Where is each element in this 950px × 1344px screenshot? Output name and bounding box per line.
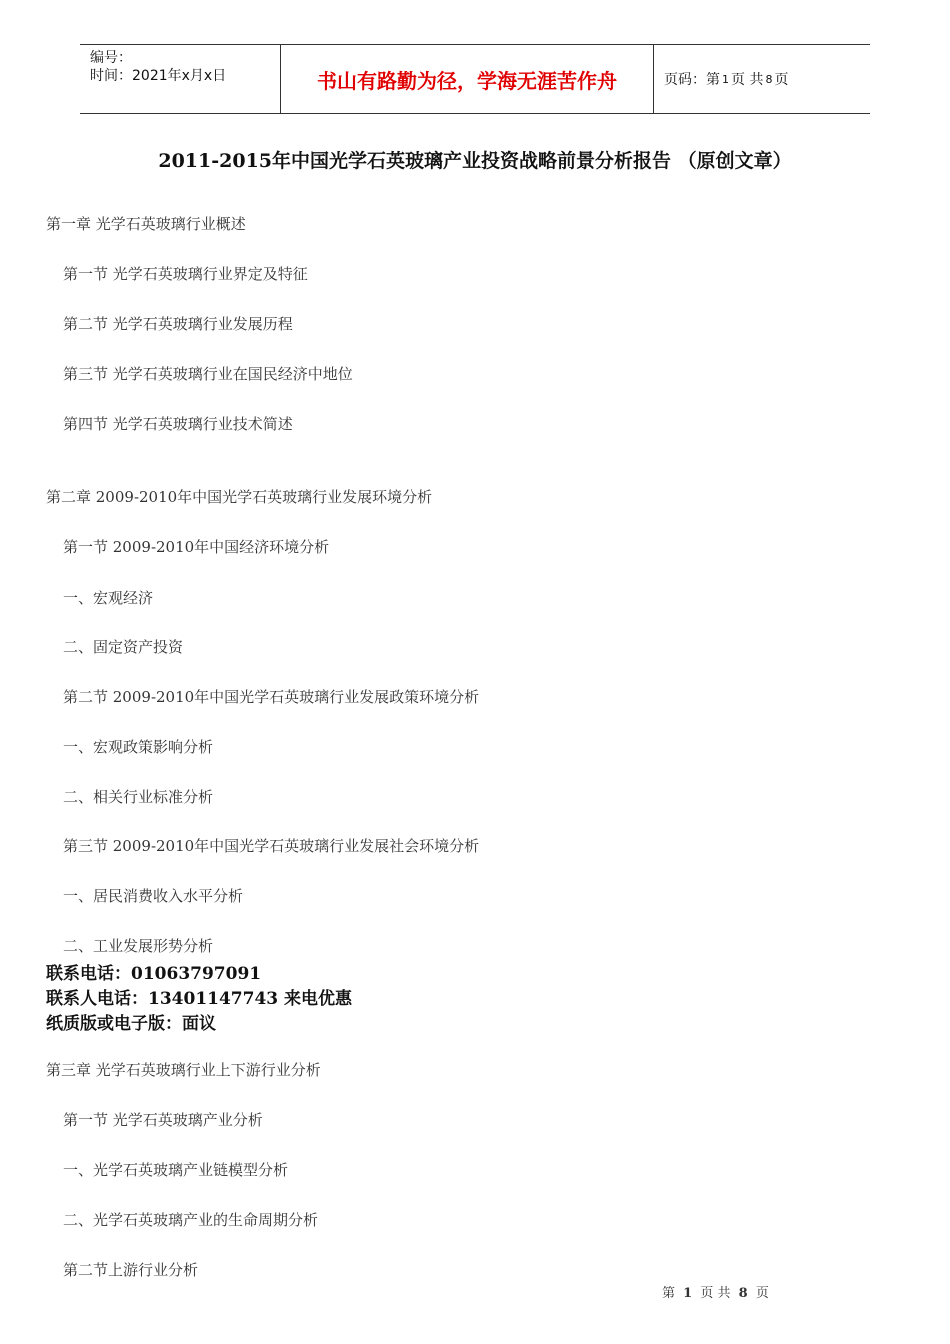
document-title: 2011-2015年中国光学石英玻璃产业投资战略前景分析报告 （原创文章） xyxy=(158,150,792,172)
toc-item: 二、固定资产投资 xyxy=(63,638,184,656)
page-footer xyxy=(662,1282,769,1301)
toc-section: 第二节 光学石英玻璃行业发展历程 xyxy=(63,315,293,333)
toc-chapter-1: 第一章 光学石英玻璃行业概述 xyxy=(46,215,246,233)
toc-section: 第三节 2009-2010年中国光学石英玻璃行业发展社会环境分析 xyxy=(63,837,480,855)
page-number: 1 xyxy=(722,72,729,86)
contact-format: 纸质版或电子版：面议 xyxy=(46,1014,216,1034)
footer-total: 8 xyxy=(738,1286,748,1301)
header-table xyxy=(80,44,870,114)
number-label: 编号： xyxy=(90,50,132,66)
contact-phone: 联系电话：01063797091 xyxy=(46,964,262,984)
header-page-info xyxy=(654,45,870,113)
toc-section: 第二节上游行业分析 xyxy=(63,1261,199,1279)
toc-section: 第三节 光学石英玻璃行业在国民经济中地位 xyxy=(63,365,353,383)
page-total: 8 xyxy=(765,72,773,86)
header-meta xyxy=(80,45,280,113)
toc-section: 第一节 光学石英玻璃产业分析 xyxy=(63,1111,263,1129)
page-mid: 页 共 xyxy=(731,72,764,88)
toc-section: 第一节 光学石英玻璃行业界定及特征 xyxy=(63,265,308,283)
contact-person-phone: 联系人电话：13401147743 来电优惠 xyxy=(46,989,353,1009)
toc-item: 一、光学石英玻璃产业链模型分析 xyxy=(63,1161,289,1179)
toc-section: 第四节 光学石英玻璃行业技术简述 xyxy=(63,415,293,433)
toc-chapter-2: 第二章 2009-2010年中国光学石英玻璃行业发展环境分析 xyxy=(46,488,433,506)
toc-section: 第二节 2009-2010年中国光学石英玻璃行业发展政策环境分析 xyxy=(63,688,480,706)
page-prefix: 页码：第 xyxy=(664,72,720,88)
time-label: 时间：2021年x月x日 xyxy=(90,68,227,84)
footer-mid: 页 共 xyxy=(700,1286,731,1301)
toc-item: 一、居民消费收入水平分析 xyxy=(63,887,244,905)
toc-item: 一、宏观政策影响分析 xyxy=(63,738,214,756)
footer-page: 1 xyxy=(683,1286,693,1301)
toc-item: 二、工业发展形势分析 xyxy=(63,937,214,955)
toc-item: 二、光学石英玻璃产业的生命周期分析 xyxy=(63,1211,319,1229)
toc-section: 第一节 2009-2010年中国经济环境分析 xyxy=(63,538,330,556)
toc-item: 二、相关行业标准分析 xyxy=(63,788,214,806)
toc-chapter-3: 第三章 光学石英玻璃行业上下游行业分析 xyxy=(46,1061,321,1079)
page-suffix: 页 xyxy=(774,72,789,88)
toc-item: 一、宏观经济 xyxy=(63,589,154,607)
footer-prefix: 第 xyxy=(662,1286,676,1301)
footer-suffix: 页 xyxy=(755,1286,769,1301)
header-motto: 书山有路勤为径，学海无涯苦作舟 xyxy=(280,45,654,113)
